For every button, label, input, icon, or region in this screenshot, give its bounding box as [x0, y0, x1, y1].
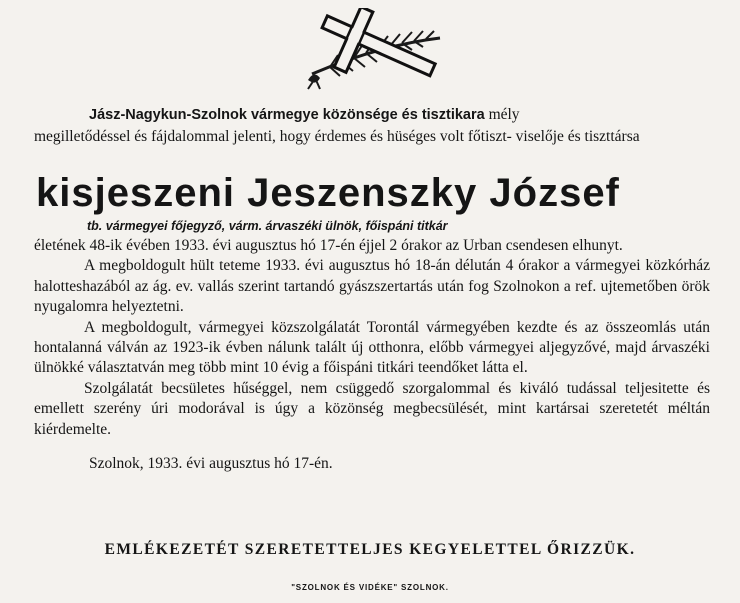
printer-imprint: "SZOLNOK ÉS VIDÉKE" SZOLNOK.: [291, 583, 449, 592]
paragraph-funeral: A megboldogult hült teteme 1933. évi augusztus hó 18-án délután 4 órakor a vármegyei közkórház halotteshazából az ág. ev. vallás szerint tartandó gyászszertartás után fog Szolnokon a ref. ujtemetőben örök nyugalomra helyeztetni.: [34, 257, 710, 316]
intro-text: megilletődéssel és fájdalommal jelenti, hogy érdemes és hüséges volt főtiszt- viselője és tiszttársa: [34, 128, 640, 145]
obituary-body: [34, 236, 710, 474]
closing-line: EMLÉKEZETÉT SZERETETTELJES KEGYELETTEL ŐRIZZÜK.: [104, 541, 636, 558]
cross-with-palm-icon: [290, 8, 450, 90]
paragraph-tribute: Szolgálatát becsületes hűséggel, nem csüggedő szorgalommal és kiváló tudással teljesitette és emellett szerény úri modorával is úgy a közönség megbecsülését, mint kartársai szeretetét méltán kiérdemelte.: [34, 379, 710, 438]
paragraph-death: életének 48-ik évében 1933. évi augusztus hó 17-én éjjel 2 órakor az Urban csendesen elhunyt.: [34, 237, 623, 254]
issuer-name: Jász-Nagykun-Szolnok vármegye közönsége és tisztikara: [89, 107, 485, 123]
intro-line1-rest: mély: [488, 106, 520, 123]
deceased-name: kisjeszeni Jeszenszky József: [36, 171, 620, 215]
place-date: Szolnok, 1933. évi augusztus hó 17-én.: [89, 455, 333, 473]
paragraph-career: A megboldogult, vármegyei közszolgálatát Torontál vármegyében kezdte és az összeomlás után hontalanná válván az 1923-ik évben nálunk talált új otthonra, előbb vármegyei aljegyzővé, majd árvaszéki ülnökké választatván meg több mint 10 évig a főispáni titkári teendőket látta el.: [34, 318, 710, 377]
deceased-titles: tb. vármegyei főjegyző, várm. árvaszéki ülnök, főispáni titkár: [87, 219, 448, 233]
announcement-intro: [34, 104, 714, 147]
